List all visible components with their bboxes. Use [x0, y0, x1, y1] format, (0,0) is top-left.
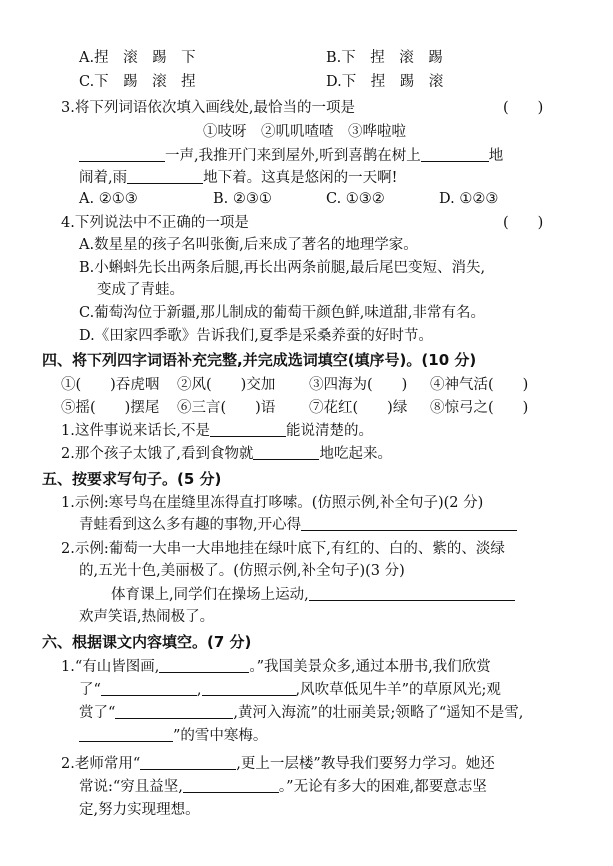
sec6-q1-line3: 赏了“ ,黄河入海流”的壮丽美景;领略了“遥知不是雪, — [79, 705, 524, 721]
idiom-7[interactable]: ⑦花红( )绿 — [309, 400, 408, 416]
q4-option-d[interactable]: D.《田家四季歌》告诉我们,夏季是采桑养蚕的好时节。 — [79, 328, 433, 344]
sec6-blank-5[interactable] — [79, 727, 173, 742]
q4-option-b-cont: 变成了青蛙。 — [97, 282, 184, 298]
sec5-q2-prompt-cont: 的,五光十色,美丽极了。(仿照示例,补全句子)(3 分) — [79, 563, 405, 579]
option-a[interactable]: A.捏 滚 踢 下 — [79, 50, 196, 66]
idiom-5[interactable]: ⑤摇( )摆尾 — [61, 400, 160, 416]
option-d[interactable]: D.下 捏 踢 滚 — [326, 74, 444, 90]
idiom-6[interactable]: ⑥三言( )语 — [177, 400, 276, 416]
sec6-q1-line4: ”的雪中寒梅。 — [79, 726, 267, 746]
q4-answer-paren[interactable]: ( ) — [503, 215, 544, 231]
q3-choice-b[interactable]: B. ②③① — [213, 191, 272, 207]
sec6-blank-7[interactable] — [183, 778, 279, 793]
sec4-blank-1[interactable] — [210, 422, 286, 437]
q3-word-list: ①吱呀 ②叽叽喳喳 ③哗啦啦 — [203, 124, 406, 140]
idiom-2[interactable]: ②风( )交加 — [177, 377, 276, 393]
sec4-sentence-1: 1.这件事说来话长,不是 能说清楚的。 — [61, 423, 373, 439]
sec6-q2-line3: 定,努力实现理想。 — [79, 802, 200, 818]
sec5-q1-fill: 青蛙看到这么多有趣的事物,开心得 — [79, 515, 517, 535]
q4-stem: 4.下列说法中不正确的一项是 — [61, 215, 249, 231]
sec6-blank-3[interactable] — [202, 681, 296, 696]
sec4-sentence-2: 2.那个孩子太饿了,看到食物就 地吃起来。 — [61, 446, 392, 462]
q4-option-c[interactable]: C.葡萄沟位于新疆,那儿制成的葡萄干颜色鲜,味道甜,非常有名。 — [79, 305, 486, 321]
sec5-blank-2[interactable] — [309, 586, 515, 601]
q3-stem: 3.将下列词语依次填入画线处,最恰当的一项是 — [61, 100, 355, 116]
sec5-q2-prompt: 2.示例:葡萄一大串一大串地挂在绿叶底下,有红的、白的、紫的、淡绿 — [61, 541, 505, 557]
sec6-q1-line2: 了“ , ,风吹草低见牛羊”的草原风光;观 — [79, 682, 501, 698]
sec6-blank-6[interactable] — [140, 755, 236, 770]
sec6-blank-1[interactable] — [159, 658, 249, 673]
sec6-blank-4[interactable] — [115, 704, 233, 719]
idiom-4[interactable]: ④神气活( ) — [430, 377, 529, 393]
q3-blank-1[interactable] — [79, 147, 165, 162]
q3-choice-d[interactable]: D. ①②③ — [439, 191, 499, 207]
q3-choice-a[interactable]: A. ②①③ — [79, 191, 138, 207]
sec6-q2-line1: 2.老师常用“ ,更上一层楼”教导我们要努力学习。她还 — [61, 756, 495, 772]
idiom-3[interactable]: ③四海为( ) — [309, 377, 408, 393]
idiom-8[interactable]: ⑧惊弓之( ) — [430, 400, 529, 416]
sec6-q2-line2: 常说:“穷且益坚, 。”无论有多大的困难,都要意志坚 — [79, 779, 487, 795]
sec6-q1-line1: 1.“有山皆图画, 。”我国美景众多,通过本册书,我们欣赏 — [61, 659, 491, 675]
option-c[interactable]: C.下 踢 滚 捏 — [79, 74, 196, 90]
q3-choice-c[interactable]: C. ①③② — [326, 191, 385, 207]
option-b[interactable]: B.下 捏 滚 踢 — [326, 50, 443, 66]
idiom-1[interactable]: ①( )吞虎咽 — [61, 377, 160, 393]
q3-blank-2[interactable] — [421, 147, 489, 162]
section-5-title: 五、按要求写句子。(5 分) — [42, 470, 222, 488]
sec5-blank-1[interactable] — [301, 516, 517, 531]
q3-passage-line1: 一声,我推开门来到屋外,听到喜鹊在树上 地 — [79, 146, 503, 166]
sec5-q2-end: 欢声笑语,热闹极了。 — [79, 609, 215, 625]
q4-option-b[interactable]: B.小蝌蚪先长出两条后腿,再长出两条前腿,最后尾巴变短、消失, — [79, 260, 486, 276]
q3-answer-paren[interactable]: ( ) — [503, 100, 544, 116]
section-4-title: 四、将下列四字词语补充完整,并完成选词填空(填序号)。(10 分) — [42, 351, 477, 369]
q3-blank-3[interactable] — [127, 169, 203, 184]
q3-passage-line2: 闹着,雨 地下着。这真是悠闲的一天啊! — [79, 170, 398, 186]
sec6-blank-2[interactable] — [101, 681, 197, 696]
section-6-title: 六、根据课文内容填空。(7 分) — [42, 633, 252, 651]
q4-option-a[interactable]: A.数星星的孩子名叫张衡,后来成了著名的地理学家。 — [79, 237, 418, 253]
sec5-q1-prompt: 1.示例:寒号鸟在崖缝里冻得直打哆嗦。(仿照示例,补全句子)(2 分) — [61, 495, 484, 511]
sec4-blank-2[interactable] — [253, 445, 319, 460]
sec5-q2-fill: 体育课上,同学们在操场上运动, — [111, 585, 515, 605]
